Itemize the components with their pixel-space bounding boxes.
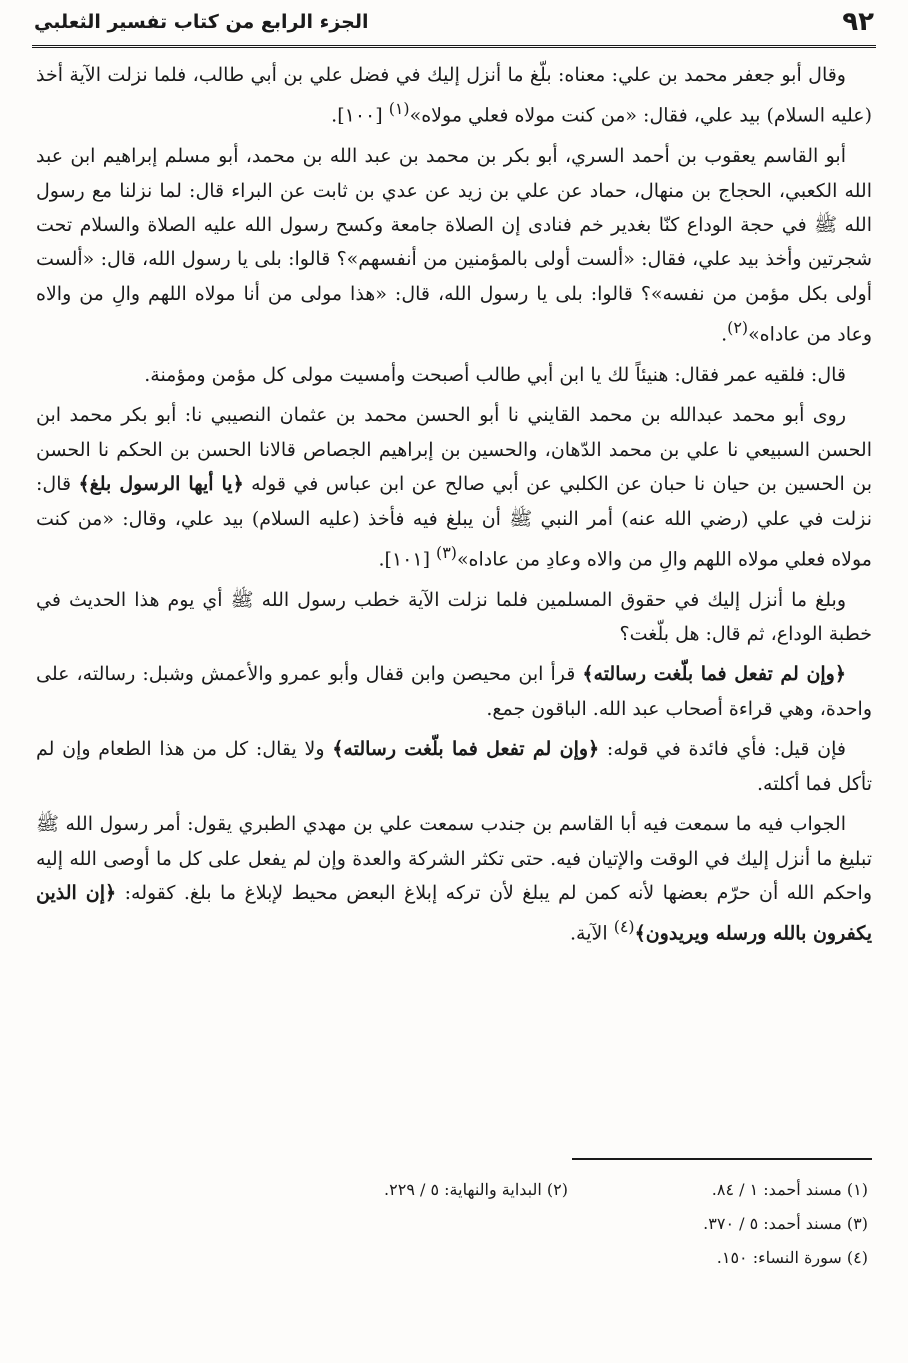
quran-verse: ﴿إن الذين يكفرون بالله ورسله ويريدون﴾ [36,881,872,945]
paragraph-text: قال: نزلت في علي (رضي الله عنه) أمر النبي ﷺ أن يبلغ فيه فأخذ (عليه السلام) بيد علي، وقال: «من كنت مولاه فعلي مولاه اللهم والِ من والاه وعادِ من عاداه» [36,473,872,571]
footnote-text: البداية والنهاية: ٥ / ٢٢٩. [384,1179,542,1199]
footnote [268,1180,568,1199]
running-title: الجزء الرابع من كتاب تفسير الثعلبي [34,11,369,33]
footnote-number: (٤) [846,1247,868,1267]
page-header [34,4,874,40]
paragraph [36,398,872,576]
paragraph-text: وقال أبو جعفر محمد بن علي: معناه: بلّغ ما أنزل إليك في فضل علي بن أبي طالب، فلما نزلت الآية أخذ (عليه السلام) بيد علي، فقال: «من كنت مولاه فعلي مولاه» [36,64,872,127]
footnote [568,1248,868,1267]
paragraph-text: قال: فلقيه عمر فقال: هنيئاً لك يا ابن أبي طالب أصبحت وأمسيت مولى كل مؤمن ومؤمنة. [144,363,846,386]
paragraph [36,657,872,726]
paragraph-text: فإن قيل: فأي فائدة في قوله: [599,738,846,761]
footnote-text: مسند أحمد: ٥ / ٣٧٠. [703,1213,842,1233]
paragraph [36,58,872,133]
footnote-row [36,1240,868,1274]
paragraph [36,807,872,951]
quran-verse: ﴿يا أيها الرسول بلغ﴾ [78,473,244,496]
footnote-row [36,1206,868,1240]
footnote-number: (٢) [546,1179,568,1199]
quran-verse: ﴿وإن لم تفعل فما بلّغت رسالته﴾ [582,663,846,686]
footnote-number: (٣) [846,1213,868,1233]
paragraph [36,139,872,352]
body-text [36,58,872,957]
paragraph-text: أبو القاسم يعقوب بن أحمد السري، أبو بكر بن محمد بن عبد الله بن محمد، أبو مسلم إبراهيم ابن عبد الله الكعبي، الحجاج بن منهال، حماد عن علي بن زيد عن عدي بن ثابت عن البراء قال: لما نزلنا مع رسول الله ﷺ في حجة الوداع كنّا بغدير خم فنادى إن الصلاة جامعة وكسح رسول الله عليه الصلاة والسلام تحت شجرتين وأخذ بيد علي، فقال: «ألست أولى بالمؤمنين من أنفسهم»؟ قالوا: بلى يا رسول الله، قال: «ألست أولى بكل مؤمن من نفسه»؟ قالوا: بلى يا رسول الله، قال: «هذا مولى من أنا مولاه اللهم والِ من والاه وعاد من عاداه» [36,145,872,346]
footnote-marker: (٢) [727,318,749,338]
footnote-text: سورة النساء: ١٥٠. [716,1247,842,1267]
footnote-number: (١) [846,1179,868,1199]
paragraph-text: ولا يقال: كل من هذا الطعام وإن لم تأكل فما أكلته. [36,738,872,795]
paragraph-text: [١٠٠]. [331,104,389,127]
paragraph-text: وبلغ ما أنزل إليك في حقوق المسلمين فلما نزلت الآية خطب رسول الله ﷺ أي يوم هذا الحديث في خطبة الوداع، ثم قال: هل بلّغت؟ [36,588,872,646]
footnote-text: مسند أحمد: ١ / ٨٤. [711,1179,842,1199]
footnote-marker: (٤) [613,917,635,937]
paragraph-text: الآية. [570,922,614,945]
footnote-row [36,1172,868,1206]
footnote-marker: (٣) [436,542,457,562]
footnote-marker: (١) [388,99,410,119]
paragraph-text: قرأ ابن محيصن وابن قفال وأبو عمرو والأعمش وشبل: رسالته، على واحدة، وهي قراءة أصحاب عبد الله. الباقون جمع. [36,663,872,720]
paragraph-text: الجواب فيه ما سمعت فيه أبا القاسم بن جندب سمعت علي بن مهدي الطبري يقول: أمر رسول الله ﷺ تبليغ ما أنزل إليك في الوقت والإتيان فيه. حتى تكثر الشركة والعدة وإن لم يفعل على كل ما أوصى الله إليه واحكم الله أن حرّم بعضها لأنه كمن لم يبلغ لأن تركه إبلاغ البعض محيط لإبلاغ ما بلغ. كقوله: [36,813,872,904]
header-rule [32,45,876,48]
page-number: ٩٢ [842,7,874,37]
paragraph-text: . [721,323,728,346]
paragraph-text: روى أبو محمد عبدالله بن محمد القايني نا أبو الحسن محمد بن عثمان النصيبي نا: أبو بكر محمد ابن الحسن السبيعي نا علي بن محمد الدّهان، والحسين بن إبراهيم الجصاص قالانا الحسن بن الحكم نا الحسن بن الحسين بن حيان نا حبان عن الكلبي عن أبي صالح عن ابن عباس في قوله [36,404,872,496]
paragraph [36,583,872,652]
footnote-separator [572,1158,872,1160]
paragraph-text: [١٠١]. [378,548,437,571]
paragraph [36,358,872,392]
footnote [568,1180,868,1199]
quran-verse: ﴿وإن لم تفعل فما بلّغت رسالته﴾ [332,738,600,761]
paragraph [36,732,872,801]
footnote [568,1214,868,1233]
footnotes [36,1172,868,1274]
